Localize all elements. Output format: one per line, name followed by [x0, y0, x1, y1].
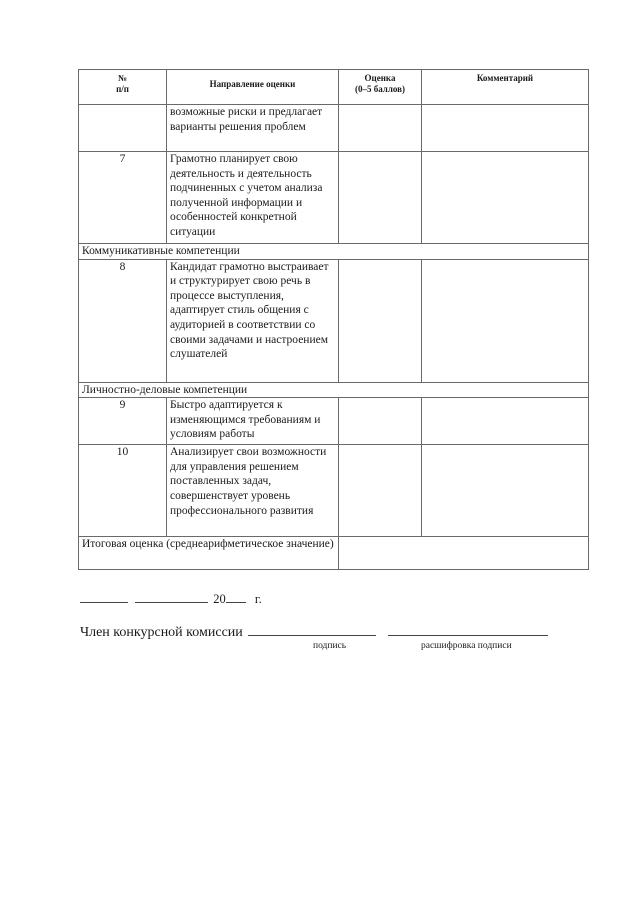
table-row: [79, 259, 589, 382]
header-direction: Направление оценки: [167, 70, 339, 105]
evaluation-table: [78, 69, 589, 570]
row-num-cell: 8: [79, 259, 167, 382]
row-direction-cell: возможные риски и предлагает варианты решения проблем: [167, 105, 339, 152]
section-title: Коммуникативные компетенции: [79, 244, 589, 260]
row-score-cell: [339, 398, 422, 445]
table-row: [79, 105, 589, 152]
row-comment-cell: [422, 398, 589, 445]
date-month-blank: [135, 590, 208, 603]
header-num: № п/п: [79, 70, 167, 105]
table-row: [79, 445, 589, 537]
row-comment-cell: [422, 152, 589, 244]
row-num-cell: 9: [79, 398, 167, 445]
row-num-cell: 7: [79, 152, 167, 244]
signature-blank: [248, 623, 376, 636]
table-row: [79, 398, 589, 445]
section-title: Личностно-деловые компетенции: [79, 382, 589, 398]
row-direction-cell: Грамотно планирует свою деятельность и деятельность подчиненных с учетом анализа полученной информации и особенностей конкретной ситуации: [167, 152, 339, 244]
table-row: [79, 152, 589, 244]
row-num-cell: [79, 105, 167, 152]
section-row: [79, 382, 589, 398]
header-comment: Комментарий: [422, 70, 589, 105]
date-suffix: г.: [254, 592, 262, 606]
header-score: Оценка (0–5 баллов): [339, 70, 422, 105]
row-num-cell: 10: [79, 445, 167, 537]
member-signature-line: [80, 623, 548, 641]
row-score-cell: [339, 105, 422, 152]
total-row: [79, 537, 589, 570]
date-day-blank: [80, 590, 128, 603]
total-label: Итоговая оценка (среднеарифметическое значение): [79, 537, 339, 570]
row-score-cell: [339, 152, 422, 244]
date-line: [80, 590, 262, 607]
row-direction-cell: Быстро адаптируется к изменяющимся требованиям и условиям работы: [167, 398, 339, 445]
row-comment-cell: [422, 105, 589, 152]
date-year-prefix: 20: [213, 592, 226, 606]
decode-blank: [388, 623, 548, 636]
section-row: [79, 244, 589, 260]
decode-caption: расшифровка подписи: [421, 641, 512, 651]
row-comment-cell: [422, 259, 589, 382]
row-score-cell: [339, 259, 422, 382]
row-score-cell: [339, 445, 422, 537]
signature-caption: подпись: [313, 641, 347, 651]
row-direction-cell: Кандидат грамотно выстраивает и структурирует свою речь в процессе выступления, адаптирует стиль общения с аудиторией в соответствии со своими задачами и настроением слушателей: [167, 259, 339, 382]
date-year-blank: [226, 590, 246, 603]
table-header-row: [79, 70, 589, 105]
member-label: Член конкурсной комиссии: [80, 625, 243, 640]
row-comment-cell: [422, 445, 589, 537]
row-direction-cell: Анализирует свои возможности для управления решением поставленных задач, совершенствует уровень профессионального развития: [167, 445, 339, 537]
total-value-cell: [339, 537, 589, 570]
